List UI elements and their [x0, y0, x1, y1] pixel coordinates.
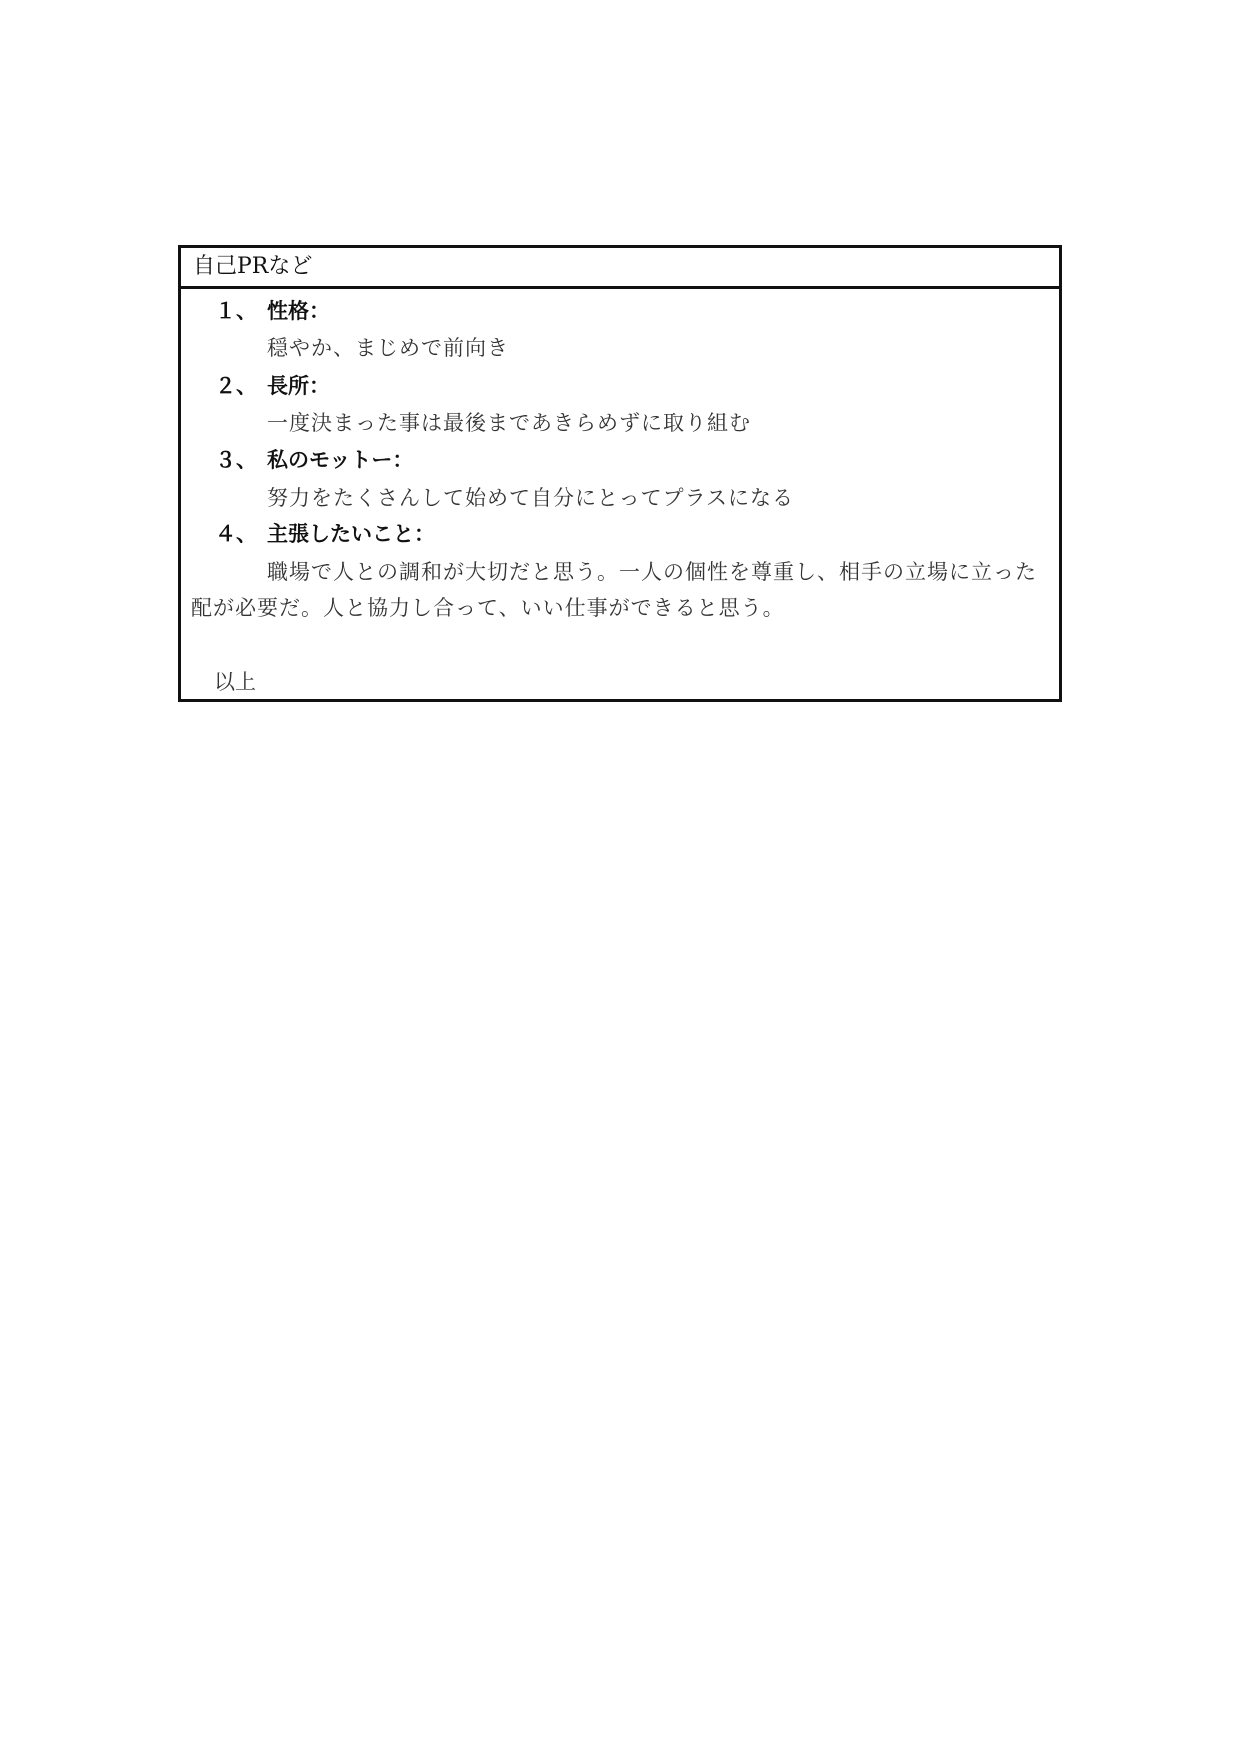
- item-text-strengths: 一度決まった事は最後まであきらめずに取り組む: [267, 411, 751, 435]
- self-pr-box: [178, 245, 1062, 702]
- section-body: [181, 289, 1059, 699]
- item-title-claim: 主張したいこと：: [267, 521, 435, 546]
- item-number-2: ２、: [215, 373, 257, 398]
- item-number-1: １、: [215, 298, 257, 323]
- item-text-claim: 職場で人との調和が大切だと思う。一人の個性を尊重し、相手の立場に立った: [267, 560, 1037, 584]
- item-title-strengths: 長所：: [267, 373, 330, 398]
- item-text-motto: 努力をたくさんして始めて自分にとってプラスになる: [267, 486, 794, 510]
- item-text-claim-continued: 配が必要だ。人と協力し合って、いい仕事ができると思う。: [191, 596, 785, 620]
- item-title-personality: 性格：: [267, 298, 330, 323]
- item-text-personality: 穏やか、まじめで前向き: [267, 336, 509, 360]
- item-number-4: ４、: [215, 521, 257, 546]
- section-title: 自己PRなど: [181, 248, 1059, 289]
- closing-text: 以上: [214, 670, 256, 694]
- item-title-motto: 私のモットー：: [267, 447, 414, 472]
- item-number-3: ３、: [215, 447, 257, 472]
